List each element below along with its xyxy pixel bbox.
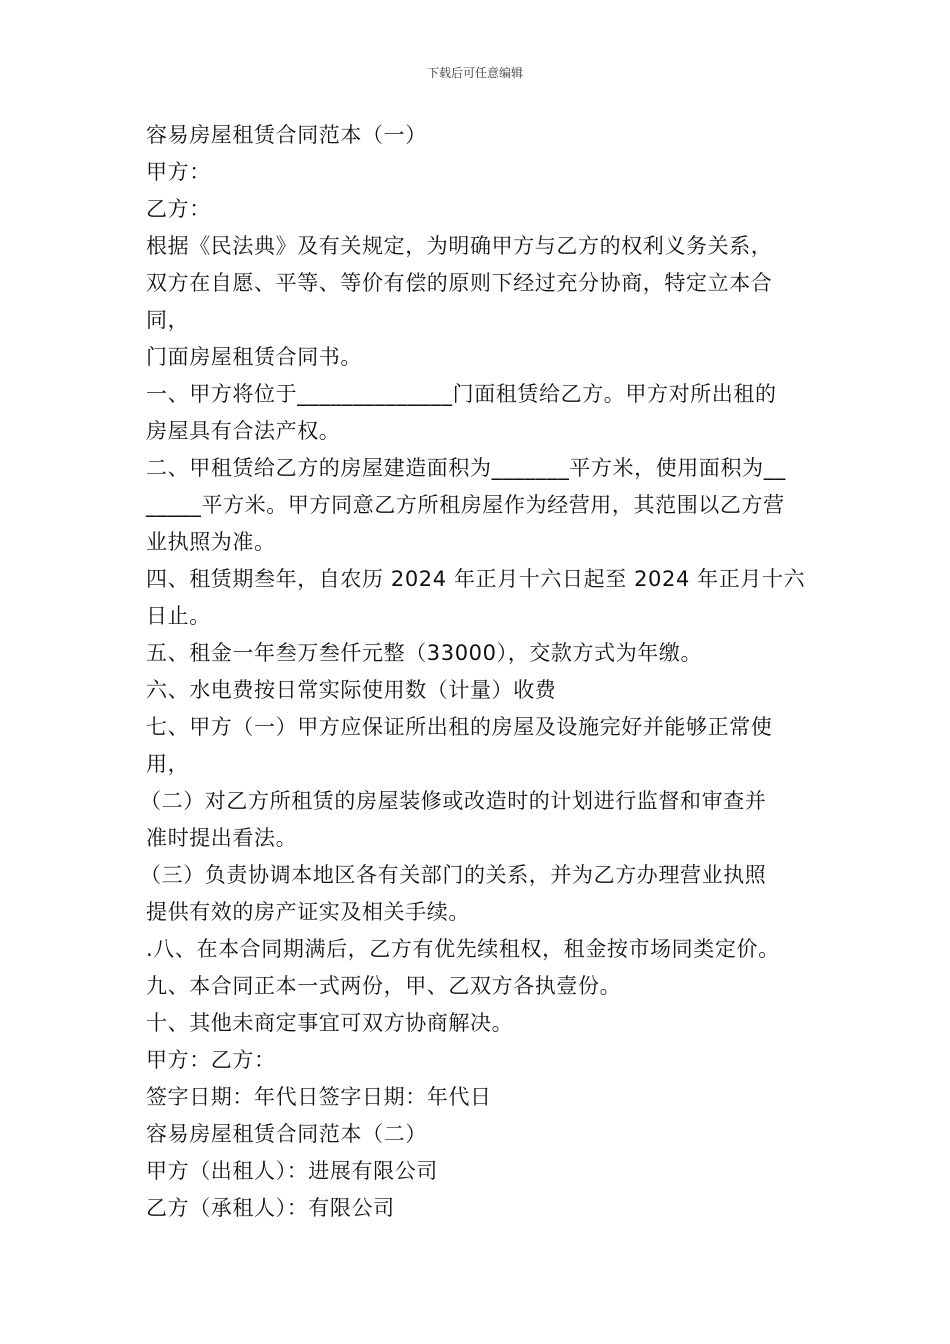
signature-parties: 甲方：乙方： [146,1048,276,1072]
download-note: 下载后可任意编辑 [426,66,523,80]
clause-4-line-2: 日止。 [146,604,211,628]
clause-7-item-2-line-1: （二）对乙方所租赁的房屋装修或改造时的计划进行监督和审查并 [140,789,767,813]
clause-7-line-1: 七、甲方（一）甲方应保证所出租的房屋及设施完好并能够正常使 [146,715,773,739]
clause-7-item-2-line-2: 准时提出看法。 [146,826,298,850]
clause-10: 十、其他未商定事宜可双方协商解决。 [146,1011,514,1035]
clause-9: 九、本合同正本一式两份，甲、乙双方各执壹份。 [146,974,622,998]
lessee-line: 乙方（承租人）：有限公司 [146,1196,395,1220]
preamble-line-1: 根据《民法典》及有关规定，为明确甲方与乙方的权利义务关系， [146,234,773,258]
clause-2-line-3: 业执照为准。 [146,530,276,554]
preamble-line-2: 双方在自愿、平等、等价有偿的原则下经过充分协商，特定立本合 [146,271,773,295]
clause-2-line-2: _____平方米。甲方同意乙方所租房屋作为经营用，其范围以乙方营 [146,493,785,517]
clause-6: 六、水电费按日常实际使用数（计量）收费 [146,678,557,702]
contract-title-2: 容易房屋租赁合同范本（二） [146,1122,427,1146]
clause-1-line-1: 一、甲方将位于______________门面租赁给乙方。甲方对所出租的 [146,382,777,406]
contract-title-1: 容易房屋租赁合同范本（一） [146,123,427,147]
clause-7-item-3-line-2: 提供有效的房产证实及相关手续。 [146,900,470,924]
clause-4-line-1: 四、租赁期叁年，自农历 2024 年正月十六日起至 2024 年正月十六 [146,567,806,591]
lessor-line: 甲方（出租人）：进展有限公司 [146,1159,438,1183]
clause-8: .八、在本合同期满后，乙方有优先续租权，租金按市场同类定价。 [146,937,780,961]
clause-1-line-2: 房屋具有合法产权。 [146,419,341,443]
clause-7-line-2: 用， [146,752,190,776]
clause-2-line-1: 二、甲租赁给乙方的房屋建造面积为_______平方米，使用面积为__ [146,456,786,480]
party-b-label: 乙方： [146,197,211,221]
signature-dates: 签字日期：年代日签字日期：年代日 [146,1085,492,1109]
preamble-line-3: 同， [146,308,190,332]
party-a-label: 甲方： [146,160,211,184]
document-body [140,117,810,1227]
contract-subtitle: 门面房屋租赁合同书。 [146,345,362,369]
clause-5: 五、租金一年叁万叁仟元整（33000），交款方式为年缴。 [146,641,703,665]
clause-7-item-3-line-1: （三）负责协调本地区各有关部门的关系，并为乙方办理营业执照 [140,863,767,887]
